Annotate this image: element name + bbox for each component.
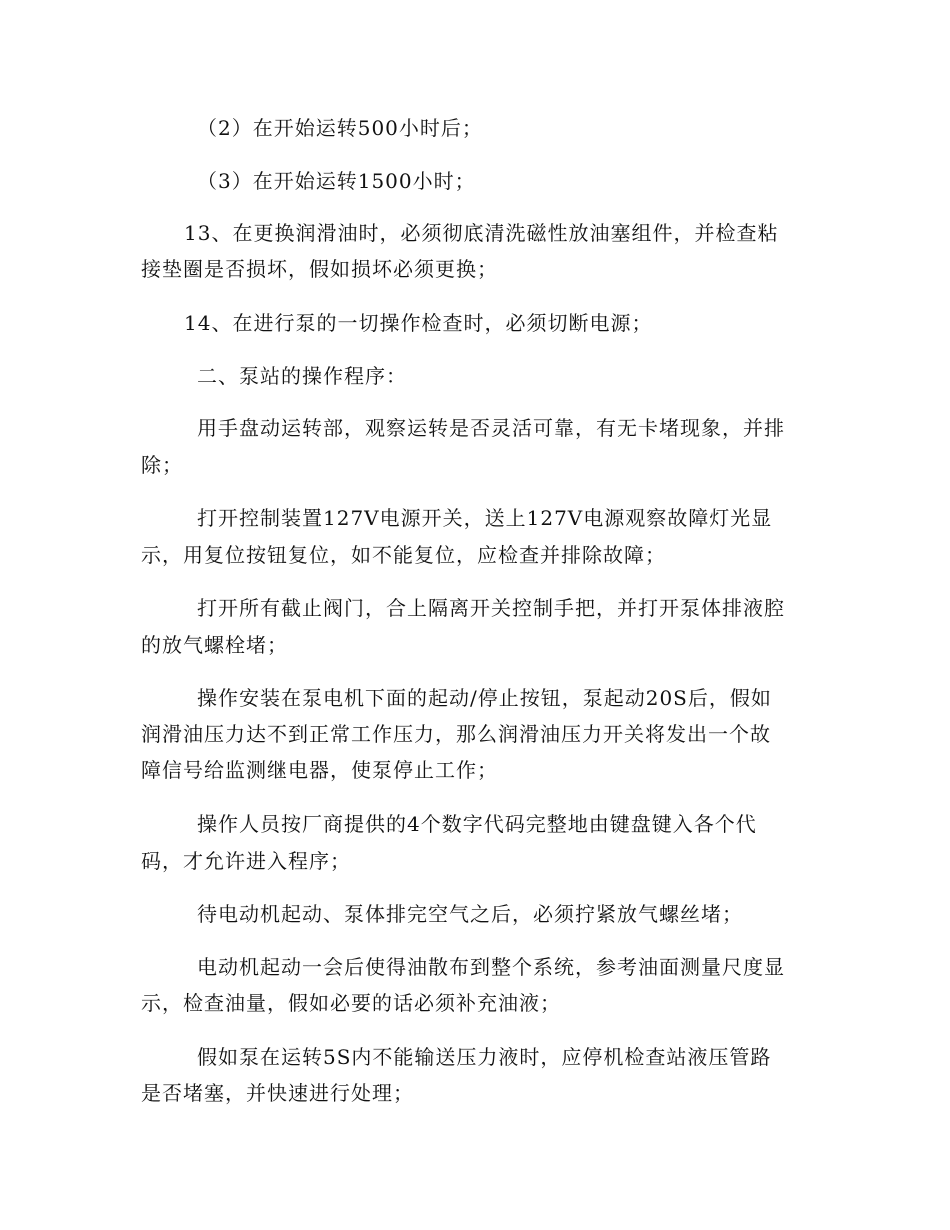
paragraph-6: 待电动机起动、泵体排完空气之后，必须拧紧放气螺丝堵； <box>197 902 743 926</box>
paragraph-8-line-1: 假如泵在运转5S内不能输送压力液时，应停机检查站液压管路 <box>197 1045 772 1069</box>
list-item-2: （2）在开始运转500小时后； <box>197 116 483 140</box>
paragraph-4-line-2: 润滑油压力达不到正常工作压力，那么润滑油压力开关将发出一个故 <box>141 722 771 746</box>
paragraph-2-line-2: 示，用复位按钮复位，如不能复位，应检查并排除故障； <box>141 543 666 567</box>
paragraph-7-line-2: 示，检查油量，假如必要的话必须补充油液； <box>141 991 561 1015</box>
paragraph-4-line-3: 障信号给监测继电器，使泵停止工作； <box>141 758 498 782</box>
paragraph-2-line-1: 打开控制装置127V电源开关，送上127V电源观察故障灯光显 <box>197 506 773 530</box>
section-heading: 二、泵站的操作程序： <box>197 364 407 388</box>
paragraph-13-line-1: 13、在更换润滑油时，必须彻底清洗磁性放油塞组件，并检查粘 <box>184 221 779 245</box>
paragraph-3-line-1: 打开所有截止阀门，合上隔离开关控制手把，并打开泵体排液腔 <box>197 596 785 620</box>
paragraph-1-line-1: 用手盘动运转部，观察运转是否灵活可靠，有无卡堵现象，并排 <box>197 416 785 440</box>
paragraph-5-line-1: 操作人员按厂商提供的4个数字代码完整地由键盘键入各个代 <box>197 812 757 836</box>
paragraph-3-line-2: 的放气螺栓堵； <box>141 633 288 657</box>
paragraph-8-line-2: 是否堵塞，并快速进行处理； <box>141 1081 414 1105</box>
paragraph-7-line-1: 电动机起动一会后使得油散布到整个系统，参考油面测量尺度显 <box>197 955 785 979</box>
paragraph-14: 14、在进行泵的一切操作检查时，必须切断电源； <box>184 311 653 335</box>
paragraph-1-line-2: 除； <box>141 453 183 477</box>
paragraph-4-line-1: 操作安装在泵电机下面的起动/停止按钮，泵起动20S后，假如 <box>197 686 772 710</box>
list-item-3: （3）在开始运转1500小时； <box>197 169 476 193</box>
paragraph-5-line-2: 码，才允许进入程序； <box>141 849 351 873</box>
paragraph-13-line-2: 接垫圈是否损坏，假如损坏必须更换； <box>141 257 498 281</box>
